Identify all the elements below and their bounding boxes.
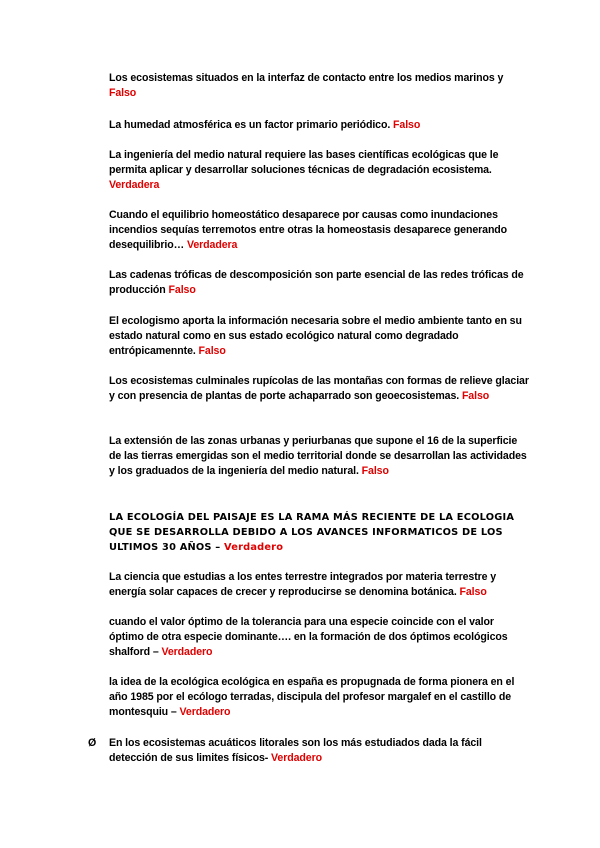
statement-1 bbox=[109, 71, 529, 101]
statement-6 bbox=[109, 314, 529, 359]
statement-text: la idea de la ecológica ecológica en españa es propugnada de forma pionera en el año 1985 por el ecólogo terradas, discipula del profesor margalef en el castillo de montesquiu – bbox=[109, 676, 515, 718]
statement-text: Los ecosistemas situados en la interfaz de contacto entre los medios marinos y bbox=[109, 72, 504, 84]
statement-4 bbox=[109, 208, 529, 253]
answer-label: Falso bbox=[393, 119, 421, 131]
statement-11 bbox=[109, 615, 529, 660]
statement-9 bbox=[109, 510, 529, 555]
statement-text: La ingeniería del medio natural requiere las bases científicas ecológicas que le permita aplicar y desarrollar soluciones técnicas de degradación ecosistema. bbox=[109, 149, 499, 176]
answer-label: Verdadero bbox=[271, 752, 322, 764]
statement-text: El ecologismo aporta la información necesaria sobre el medio ambiente tanto en su estado natural como en sus estado ecológico natural como degradado entrópicamennte. bbox=[109, 315, 522, 357]
bullet-glyph: Ø bbox=[88, 737, 97, 749]
answer-label: Falso bbox=[461, 390, 490, 402]
statement-text: Los ecosistemas culminales rupícolas de las montañas con formas de relieve glaciar y con presencia de plantas de porte achaparrado son geoecosistemas. bbox=[109, 375, 529, 402]
statement-text: En los ecosistemas acuáticos litorales son los más estudiados dada la fácil detección de sus limites físicos- bbox=[109, 737, 482, 764]
statement-text: La humedad atmosférica es un factor primario periódico. bbox=[109, 119, 394, 131]
statement-text: cuando el valor óptimo de la tolerancia para una especie coincide con el valor óptimo de otra especie dominante…. en la formación de dos óptimos ecológicos shalford – bbox=[109, 616, 508, 658]
answer-label: Falso bbox=[361, 465, 389, 477]
statement-8 bbox=[109, 434, 529, 479]
statement-10 bbox=[109, 570, 529, 600]
answer-label: Falso bbox=[198, 345, 226, 357]
statement-text: Cuando el equilibrio homeostático desaparece por causas como inundaciones incendios sequías terremotos entre otras la homeostasis desaparece generando desequilibrio… bbox=[109, 209, 508, 251]
statement-text: La extensión de las zonas urbanas y periurbanas que supone el 16 de la superficie de las tierras emergidas son el medio territorial donde se desarrollan las actividades y los graduados de la ingeniería del medio natural. bbox=[109, 435, 527, 477]
answer-label: Verdadero bbox=[223, 542, 284, 553]
statement-7 bbox=[109, 374, 529, 404]
statement-12 bbox=[109, 675, 529, 720]
statement-text: LA ECOLOGÍA DEL PAISAJE ES LA RAMA MÁS RECIENTE DE LA ECOLOGIA QUE SE DESARROLLA DEBIDO A LOS AVANCES INFORMATICOS DE LOS ULTIMOS 30 AÑOS – bbox=[109, 512, 515, 553]
answer-label: Verdadera bbox=[109, 179, 160, 191]
answer-label: Verdadero bbox=[161, 646, 213, 658]
answer-label: Falso bbox=[459, 586, 487, 598]
answer-label: Falso bbox=[109, 87, 137, 99]
statement-2 bbox=[109, 118, 529, 133]
statement-text: La ciencia que estudias a los entes terrestre integrados por materia terrestre y energía solar capaces de crecer y reproducirse se denomina botánica. bbox=[109, 571, 497, 598]
answer-label: Falso bbox=[168, 284, 196, 296]
statement-text: Las cadenas tróficas de descomposición son parte esencial de las redes tróficas de producción bbox=[109, 269, 524, 296]
statement-3 bbox=[109, 148, 529, 193]
statement-13 bbox=[88, 736, 529, 766]
answer-label: Verdadera bbox=[186, 239, 238, 251]
answer-label: Verdadero bbox=[179, 706, 231, 718]
statement-5 bbox=[109, 268, 529, 298]
